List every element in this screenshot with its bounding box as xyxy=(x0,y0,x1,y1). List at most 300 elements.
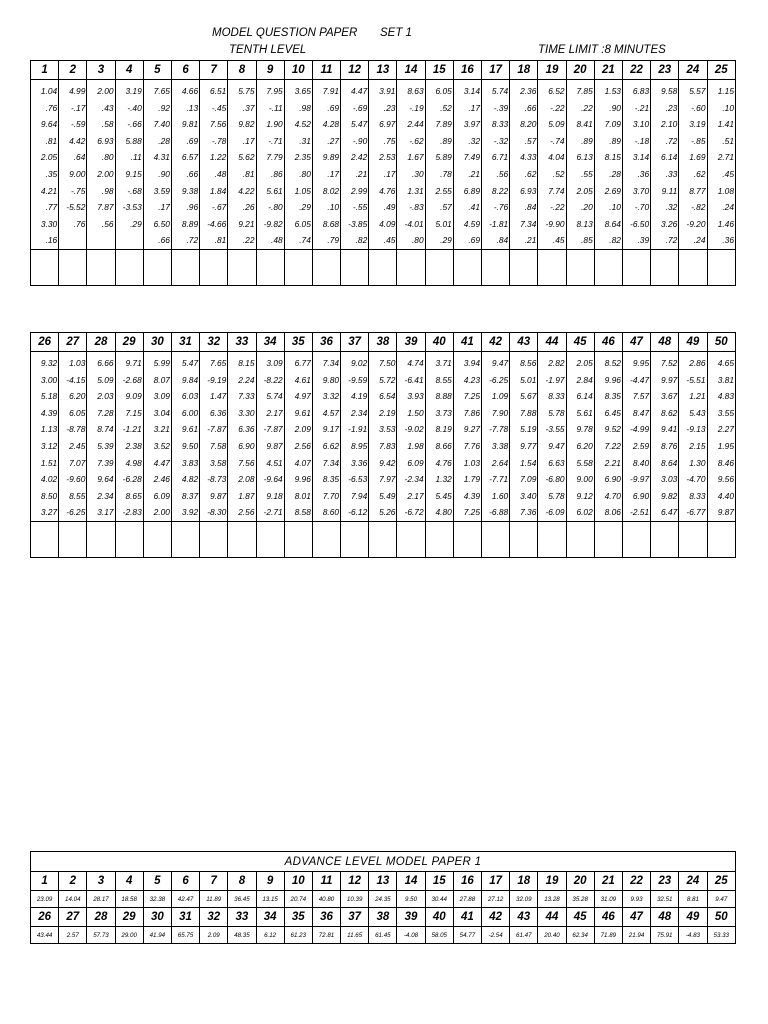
question-value: 7.79 xyxy=(266,152,283,163)
question-value: 9.71 xyxy=(125,358,142,368)
question-value: -9.02 xyxy=(404,424,424,435)
question-value: 3.71 xyxy=(435,358,452,368)
advance-answer: -4.08 xyxy=(397,927,425,944)
question-value: 4.52 xyxy=(294,119,311,130)
question-value: -.19 xyxy=(409,102,424,113)
question-value: 1.54 xyxy=(520,457,537,468)
question-values xyxy=(115,352,143,522)
question-value: -6.77 xyxy=(686,507,706,518)
question-value: 4.76 xyxy=(435,457,452,468)
question-value: 5.09 xyxy=(548,119,565,130)
question-value: 3.14 xyxy=(463,86,480,96)
question-value: 4.22 xyxy=(238,185,255,196)
question-value: 5.49 xyxy=(379,490,396,501)
advance-question-number: 46 xyxy=(594,908,622,927)
answer-box xyxy=(397,521,425,557)
question-value: -2.51 xyxy=(630,507,650,518)
question-number: 17 xyxy=(482,61,510,80)
question-value: .56 xyxy=(101,218,114,229)
question-value: .82 xyxy=(355,235,368,246)
advance-question-number: 47 xyxy=(622,908,650,927)
advance-answer: 9.93 xyxy=(622,891,650,908)
advance-answer: 62.34 xyxy=(566,927,594,944)
answer-box xyxy=(679,249,707,285)
advance-answer: 43.44 xyxy=(31,927,59,944)
question-value: .84 xyxy=(496,235,509,246)
question-value: 1.53 xyxy=(604,86,621,96)
advance-question-number: 26 xyxy=(31,908,59,927)
question-values xyxy=(594,80,622,250)
question-value: 7.86 xyxy=(463,407,480,418)
advance-question-number: 12 xyxy=(341,872,369,891)
advance-answer: 53.33 xyxy=(707,927,736,944)
question-value: .62 xyxy=(693,168,706,179)
question-values xyxy=(31,352,59,522)
answer-box xyxy=(171,249,199,285)
question-value: -.69 xyxy=(352,102,368,113)
question-value: .80 xyxy=(411,235,424,246)
question-number: 5 xyxy=(143,61,171,80)
advance-answer: 30.44 xyxy=(425,891,453,908)
question-value: 2.03 xyxy=(97,391,114,402)
question-value: 8.68 xyxy=(322,218,340,229)
question-value: 9.61 xyxy=(294,407,311,418)
answer-box xyxy=(538,521,566,557)
question-value: -.71 xyxy=(268,135,283,146)
question-value xyxy=(59,232,85,249)
question-values xyxy=(510,352,538,522)
question-value: 6.20 xyxy=(69,391,86,402)
question-value: 4.19 xyxy=(350,391,368,402)
question-value: 4.21 xyxy=(40,185,58,196)
question-value: -2.71 xyxy=(263,507,283,518)
answer-box xyxy=(397,249,425,285)
question-value: -6.88 xyxy=(489,507,509,518)
question-value: 2.82 xyxy=(548,358,565,368)
question-value: -.32 xyxy=(493,135,509,146)
question-value: 6.47 xyxy=(661,507,678,518)
question-value: 4.28 xyxy=(322,119,340,130)
question-value: 2.64 xyxy=(491,457,509,468)
question-number: 32 xyxy=(200,333,228,352)
question-value: 8.07 xyxy=(153,374,170,385)
question-value: -.66 xyxy=(127,119,142,130)
question-number: 46 xyxy=(594,333,622,352)
question-value: -9.82 xyxy=(263,218,283,229)
question-value: 7.34 xyxy=(520,218,537,229)
question-value: 9.78 xyxy=(576,424,593,435)
advance-answer: 14.04 xyxy=(59,891,87,908)
question-number: 36 xyxy=(312,333,340,352)
question-value: 8.52 xyxy=(604,358,621,368)
answer-box xyxy=(707,249,736,285)
question-value: 2.08 xyxy=(238,474,255,485)
question-value: .24 xyxy=(693,235,706,246)
question-value: 8.47 xyxy=(632,407,650,418)
paper-title: MODEL QUESTION PAPER xyxy=(212,27,358,39)
question-number: 41 xyxy=(453,333,481,352)
question-value: .45 xyxy=(383,235,396,246)
question-value: 9.89 xyxy=(322,152,340,163)
question-value: -8.78 xyxy=(66,424,86,435)
answer-box xyxy=(59,521,87,557)
question-value: 6.62 xyxy=(322,440,340,451)
question-value: 3.36 xyxy=(350,457,368,468)
question-value: 5.09 xyxy=(97,374,114,385)
advance-question-number: 31 xyxy=(171,908,199,927)
question-values xyxy=(59,80,87,250)
question-value: -8.30 xyxy=(207,507,227,518)
question-value: 3.97 xyxy=(463,119,480,130)
question-value: 7.95 xyxy=(266,86,283,96)
question-value: .78 xyxy=(440,168,452,179)
question-value: 2.00 xyxy=(97,168,114,179)
question-value: 3.03 xyxy=(661,474,678,485)
question-value: 4.39 xyxy=(463,490,480,501)
question-number: 9 xyxy=(256,61,284,80)
question-number: 49 xyxy=(679,333,707,352)
question-value: .74 xyxy=(299,235,311,246)
question-value: 8.63 xyxy=(407,86,424,96)
question-value: -1.21 xyxy=(122,424,142,435)
question-value: .82 xyxy=(609,235,621,246)
question-value: -6.25 xyxy=(66,507,86,518)
question-value: 8.88 xyxy=(435,391,452,402)
advance-question-number: 37 xyxy=(341,908,369,927)
question-value: .32 xyxy=(665,202,678,213)
question-value: 3.94 xyxy=(463,358,480,368)
question-value: 8.15 xyxy=(604,152,621,163)
question-values xyxy=(87,80,115,250)
advance-question-number: 33 xyxy=(228,908,256,927)
question-value: 2.34 xyxy=(350,407,368,418)
question-value: 7.22 xyxy=(604,440,621,451)
question-value: 2.99 xyxy=(350,185,368,196)
advance-question-number: 35 xyxy=(284,908,312,927)
question-value: 9.42 xyxy=(379,457,396,468)
advance-question-number: 28 xyxy=(87,908,115,927)
question-value: 9.64 xyxy=(97,474,114,485)
question-value: .21 xyxy=(355,168,368,179)
question-value: -2.83 xyxy=(122,507,142,518)
question-values xyxy=(566,80,594,250)
question-value: -.70 xyxy=(634,202,650,213)
question-value: -6.41 xyxy=(404,374,424,385)
question-value: 2.10 xyxy=(661,119,678,130)
question-value: -4.99 xyxy=(630,424,650,435)
question-values xyxy=(312,80,340,250)
question-value: 5.39 xyxy=(97,440,114,451)
answer-box xyxy=(228,249,256,285)
question-value: 8.62 xyxy=(661,407,678,418)
question-value: -3.55 xyxy=(545,424,565,435)
answer-box xyxy=(87,249,115,285)
question-value: 8.66 xyxy=(435,440,452,451)
question-value: -7.87 xyxy=(263,424,283,435)
question-values xyxy=(510,80,538,250)
question-value: 7.88 xyxy=(520,407,537,418)
question-value: 7.87 xyxy=(97,202,114,213)
question-value: 5.58 xyxy=(576,457,593,468)
advance-answer: 27.88 xyxy=(453,891,481,908)
question-value xyxy=(87,232,113,249)
question-value: -.82 xyxy=(691,202,706,213)
question-value: 5.74 xyxy=(266,391,283,402)
question-value: 1.50 xyxy=(407,407,424,418)
answer-box xyxy=(651,249,679,285)
advance-answer: 54.77 xyxy=(453,927,481,944)
question-value: 2.36 xyxy=(520,86,537,96)
question-value: 8.33 xyxy=(491,119,509,130)
question-value: 2.59 xyxy=(632,440,650,451)
advance-question-number: 43 xyxy=(510,908,538,927)
question-value: 3.00 xyxy=(40,374,58,385)
advance-answer: 71.89 xyxy=(594,927,622,944)
question-value: 6.52 xyxy=(548,86,565,96)
advance-level-title: ADVANCE LEVEL MODEL PAPER 1 xyxy=(31,852,736,872)
question-value: 1.69 xyxy=(689,152,706,163)
question-value: .26 xyxy=(242,202,255,213)
question-value: 7.65 xyxy=(210,358,227,368)
question-value: 9.82 xyxy=(238,119,255,130)
question-value: 8.56 xyxy=(520,358,537,368)
answer-box xyxy=(594,249,622,285)
question-value: 1.60 xyxy=(491,490,509,501)
question-value: .24 xyxy=(722,202,734,213)
question-value: -.40 xyxy=(127,102,142,113)
question-value: 3.04 xyxy=(153,407,170,418)
question-value: .45 xyxy=(722,168,734,179)
question-value: .10 xyxy=(609,202,621,213)
question-value: 3.70 xyxy=(632,185,650,196)
question-value: .17 xyxy=(327,168,340,179)
question-value: 2.19 xyxy=(379,407,396,418)
question-value: -9.60 xyxy=(66,474,86,485)
question-value: 3.30 xyxy=(40,218,58,229)
question-values xyxy=(482,80,510,250)
question-value: .64 xyxy=(73,152,86,163)
question-number: 16 xyxy=(453,61,481,80)
question-value: -.55 xyxy=(352,202,368,213)
advance-question-number: 3 xyxy=(87,872,115,891)
question-number: 45 xyxy=(566,333,594,352)
question-value: 8.74 xyxy=(97,424,114,435)
advance-answer: 31.09 xyxy=(594,891,622,908)
question-value: 4.42 xyxy=(69,135,86,146)
question-value: .22 xyxy=(242,235,255,246)
question-value: .90 xyxy=(609,102,621,113)
question-value: .27 xyxy=(327,135,340,146)
question-value: 9.96 xyxy=(294,474,311,485)
question-value: .31 xyxy=(299,135,311,146)
question-value: .29 xyxy=(299,202,311,213)
question-value: .66 xyxy=(524,102,537,113)
question-value: 2.05 xyxy=(576,358,593,368)
advance-answer: 6.12 xyxy=(256,927,284,944)
question-value: .80 xyxy=(299,168,311,179)
answer-box xyxy=(510,521,538,557)
question-value: 8.76 xyxy=(661,440,678,451)
advance-question-number: 4 xyxy=(115,872,143,891)
question-value: -4.47 xyxy=(630,374,650,385)
question-values xyxy=(453,80,481,250)
question-value: 7.25 xyxy=(463,507,480,518)
question-value: 8.89 xyxy=(181,218,199,229)
question-number: 11 xyxy=(312,61,340,80)
question-value: .58 xyxy=(101,119,114,130)
question-value: 2.00 xyxy=(153,507,170,518)
question-values xyxy=(115,80,143,250)
question-value: 9.18 xyxy=(266,490,283,501)
question-value: 3.21 xyxy=(153,424,170,435)
question-value: .72 xyxy=(665,235,678,246)
question-value: 1.98 xyxy=(407,440,424,451)
question-value: 8.40 xyxy=(632,457,650,468)
question-value: 8.19 xyxy=(435,424,452,435)
advance-answer: 28.17 xyxy=(87,891,115,908)
question-value: 6.90 xyxy=(632,490,650,501)
question-value: 4.47 xyxy=(350,86,368,96)
advance-question-number: 11 xyxy=(312,872,340,891)
question-number: 27 xyxy=(59,333,87,352)
question-value: 7.28 xyxy=(97,407,114,418)
answer-box xyxy=(369,249,397,285)
question-value: 2.15 xyxy=(689,440,706,451)
answer-box xyxy=(312,521,340,557)
question-value: 5.72 xyxy=(379,374,396,385)
advance-question-number: 5 xyxy=(143,872,171,891)
question-value: 3.73 xyxy=(435,407,452,418)
question-grid-2 xyxy=(30,332,736,558)
question-value: 3.67 xyxy=(661,391,678,402)
advance-answer: 48.35 xyxy=(228,927,256,944)
question-value: 5.61 xyxy=(576,407,593,418)
question-value: 7.40 xyxy=(153,119,170,130)
advance-question-number: 1 xyxy=(31,872,59,891)
advance-question-number: 15 xyxy=(425,872,453,891)
question-number: 39 xyxy=(397,333,425,352)
question-number: 50 xyxy=(707,333,736,352)
question-value: 3.59 xyxy=(153,185,170,196)
question-values xyxy=(482,352,510,522)
question-value: 7.83 xyxy=(379,440,396,451)
question-value: 7.25 xyxy=(463,391,480,402)
question-value: -6.80 xyxy=(545,474,565,485)
question-values xyxy=(622,80,650,250)
question-value: 2.46 xyxy=(153,474,170,485)
question-value: 4.39 xyxy=(40,407,58,418)
question-value: .66 xyxy=(158,235,170,246)
advance-question-number: 40 xyxy=(425,908,453,927)
question-value: 8.55 xyxy=(435,374,452,385)
question-value: -3.53 xyxy=(122,202,142,213)
question-value: 6.09 xyxy=(407,457,424,468)
question-value: 1.03 xyxy=(463,457,480,468)
question-value: -9.20 xyxy=(686,218,706,229)
question-value: 6.66 xyxy=(97,358,114,368)
advance-question-number: 7 xyxy=(200,872,228,891)
question-value: 4.33 xyxy=(520,152,537,163)
question-value: 7.50 xyxy=(379,358,396,368)
question-value: 5.47 xyxy=(181,358,199,368)
advance-question-number: 30 xyxy=(143,908,171,927)
question-value: 3.65 xyxy=(294,86,311,96)
question-value: .62 xyxy=(524,168,537,179)
question-value: -1.81 xyxy=(489,218,509,229)
question-value: 8.64 xyxy=(604,218,621,229)
advance-answer: 72.81 xyxy=(312,927,340,944)
question-value: 5.01 xyxy=(520,374,537,385)
question-value: 2.56 xyxy=(294,440,311,451)
advance-question-number: 23 xyxy=(651,872,679,891)
question-number: 44 xyxy=(538,333,566,352)
answer-box xyxy=(200,521,228,557)
question-value: 6.36 xyxy=(238,424,255,435)
question-value: -6.50 xyxy=(630,218,650,229)
question-value: 4.65 xyxy=(717,358,734,368)
question-value: 5.26 xyxy=(379,507,396,518)
question-value: 7.57 xyxy=(632,391,650,402)
question-value: 9.11 xyxy=(661,185,678,196)
question-value: 4.83 xyxy=(717,391,734,402)
question-value: 4.80 xyxy=(435,507,452,518)
question-number: 43 xyxy=(510,333,538,352)
advance-answer: 18.58 xyxy=(115,891,143,908)
question-number: 4 xyxy=(115,61,143,80)
question-values xyxy=(200,80,228,250)
question-value: -4.01 xyxy=(404,218,424,229)
question-value: 1.67 xyxy=(407,152,424,163)
question-value: 8.06 xyxy=(604,507,621,518)
question-values xyxy=(200,352,228,522)
answer-box xyxy=(115,249,143,285)
advance-question-number: 44 xyxy=(538,908,566,927)
question-values xyxy=(31,80,59,250)
question-value: .48 xyxy=(271,235,283,246)
question-value: 9.80 xyxy=(322,374,340,385)
question-value: 7.09 xyxy=(604,119,621,130)
answer-box xyxy=(200,249,228,285)
question-value: 8.64 xyxy=(661,457,678,468)
question-value: 9.47 xyxy=(491,358,509,368)
answer-box xyxy=(341,521,369,557)
question-value: -1.97 xyxy=(545,374,565,385)
question-value: .90 xyxy=(158,168,170,179)
question-value: 8.41 xyxy=(576,119,593,130)
question-value: 1.95 xyxy=(717,440,734,451)
question-value: 1.05 xyxy=(294,185,311,196)
question-value: 3.92 xyxy=(181,507,199,518)
question-value: 6.51 xyxy=(210,86,227,96)
answer-box xyxy=(453,521,481,557)
answer-box xyxy=(228,521,256,557)
question-value: 7.70 xyxy=(322,490,340,501)
question-value: 2.27 xyxy=(717,424,734,435)
question-value: 4.04 xyxy=(548,152,565,163)
question-value: .17 xyxy=(242,135,255,146)
question-value: 2.09 xyxy=(294,424,311,435)
advance-answer: 32.38 xyxy=(143,891,171,908)
question-value: -8.73 xyxy=(207,474,227,485)
question-values xyxy=(369,80,397,250)
question-value: 3.32 xyxy=(322,391,340,402)
question-number: 12 xyxy=(341,61,369,80)
answer-box xyxy=(651,521,679,557)
question-number: 19 xyxy=(538,61,566,80)
question-value: -4.15 xyxy=(66,374,86,385)
question-value: 1.32 xyxy=(435,474,452,485)
question-value: 6.36 xyxy=(210,407,227,418)
